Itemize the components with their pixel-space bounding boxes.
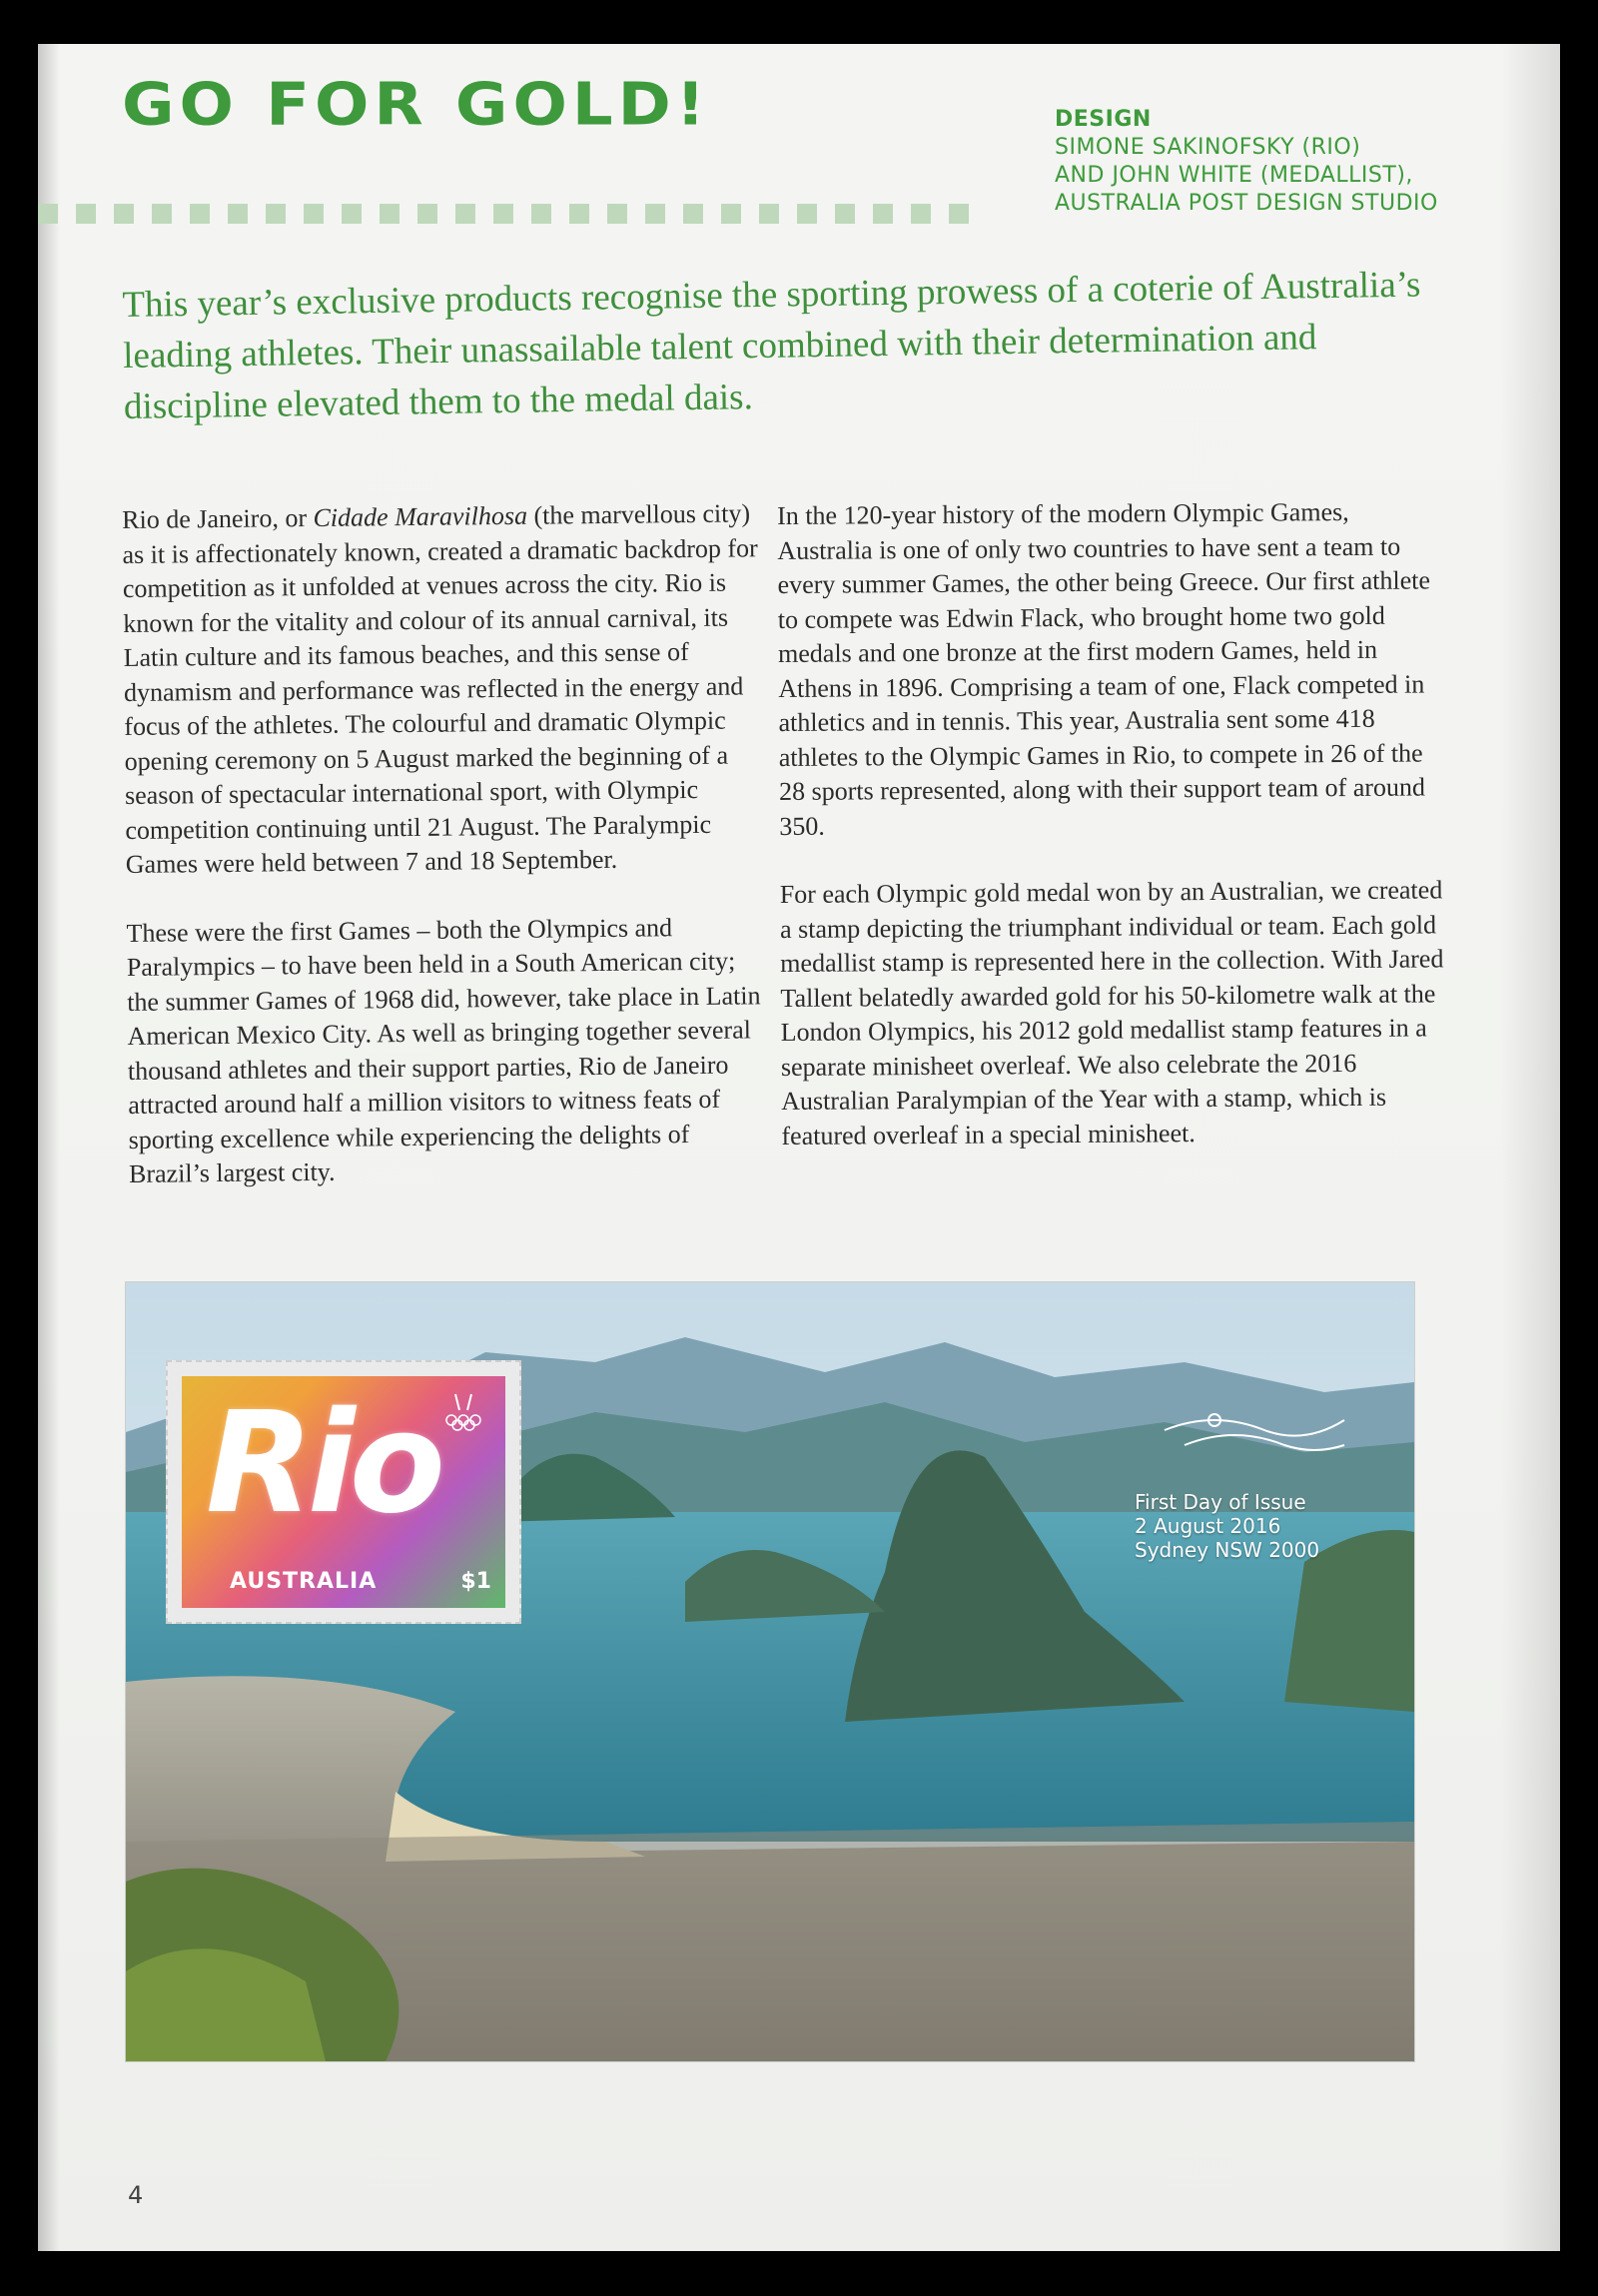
page-fold-shadow bbox=[38, 44, 60, 2251]
stamp-artwork bbox=[182, 1376, 505, 1608]
body-paragraph: In the 120-year history of the modern Olympic Games, Australia is one of only two countries to have sent a team to every summer Games, the other being Greece. Our first athlete to compete was Edwin Flack, who brought home two gold medals and one bronze at the first modern Games, held in Athens in 1896. Comprising a team of one, Flack competed in athletics and in tennis. This year, Australia sent some 418 athletes to the Olympic Games in Rio, to compete in 26 of the 28 sports represented, along with their support team of around 350. bbox=[777, 497, 1431, 841]
brochure-page bbox=[38, 44, 1560, 2251]
swimmer-postmark-icon bbox=[1155, 1400, 1354, 1480]
intro-paragraph: This year’s exclusive products recognise the sporting prowess of a coterie of Australia’s leading athletes. Their unassailable talent combined with their determination and discipline elevated them to the medal dais. bbox=[122, 264, 1421, 427]
design-heading: DESIGN bbox=[1055, 107, 1152, 132]
design-credits bbox=[1055, 106, 1438, 218]
first-day-postmark bbox=[1135, 1490, 1319, 1562]
stamp-country: AUSTRALIA bbox=[230, 1569, 378, 1594]
decorative-dash-row bbox=[38, 204, 1007, 226]
body-paragraph: Rio de Janeiro, or Cidade Maravilhosa (the marvellous city) as it is affectionately known, created a dramatic backdrop for competition as it unfolded at venues across the city. Rio is known for the vitality and colour of its annual carnival, its Latin culture and its famous beaches, and this sense of dynamism and performance was reflected in the energy and focus of the athletes. The colourful and dramatic Olympic opening ceremony on 5 August marked the beginning of a season of spectacular international sport, with Olympic competition continuing until 21 August. The Paralympic Games were held between 7 and 18 September. bbox=[122, 498, 758, 879]
body-paragraph: For each Olympic gold medal won by an Australian, we created a stamp depicting the triumphant individual or team. Each gold medallist stamp is represented here in the collection. With Jared Tallent belatedly awarded gold for his 50-kilometre walk at the London Olympics, his 2012 gold medallist stamp features in a separate minisheet overleaf. We also celebrate the 2016 Australian Paralympian of the Year with a stamp, which is featured overleaf in a special minisheet. bbox=[779, 875, 1444, 1150]
italic-phrase: Cidade Maravilhosa bbox=[313, 500, 528, 532]
rio-stamp bbox=[166, 1360, 521, 1624]
design-credit-line: AND JOHN WHITE (MEDALLIST), bbox=[1055, 163, 1413, 188]
olympic-rings-icon bbox=[441, 1390, 489, 1434]
right-column bbox=[777, 494, 1451, 1187]
page-number: 4 bbox=[128, 2181, 144, 2209]
left-column bbox=[122, 496, 769, 1225]
page-edge-shadow bbox=[1500, 44, 1560, 2251]
minisheet-image bbox=[126, 1282, 1414, 2061]
body-paragraph: These were the first Games – both the Olympics and Paralympics – to have been held in a South American city; the summer Games of 1968 did, however, take place in Latin American Mexico City. As well as bringing together several thousand athletes and their support parties, Rio de Janeiro attracted around half a million visitors to witness feats of sporting excellence while experiencing the delights of Brazil’s largest city. bbox=[126, 912, 761, 1188]
postmark-line: 2 August 2016 bbox=[1135, 1514, 1281, 1538]
page-title: GO FOR GOLD! bbox=[122, 70, 710, 140]
stamp-value: $1 bbox=[460, 1569, 491, 1594]
design-credit-line: AUSTRALIA POST DESIGN STUDIO bbox=[1055, 191, 1438, 216]
design-credit-line: SIMONE SAKINOFSKY (RIO) bbox=[1055, 135, 1361, 160]
stamp-rio-lettering: Rio bbox=[206, 1382, 439, 1545]
postmark-line: Sydney NSW 2000 bbox=[1135, 1538, 1320, 1562]
postmark-line: First Day of Issue bbox=[1135, 1490, 1306, 1514]
